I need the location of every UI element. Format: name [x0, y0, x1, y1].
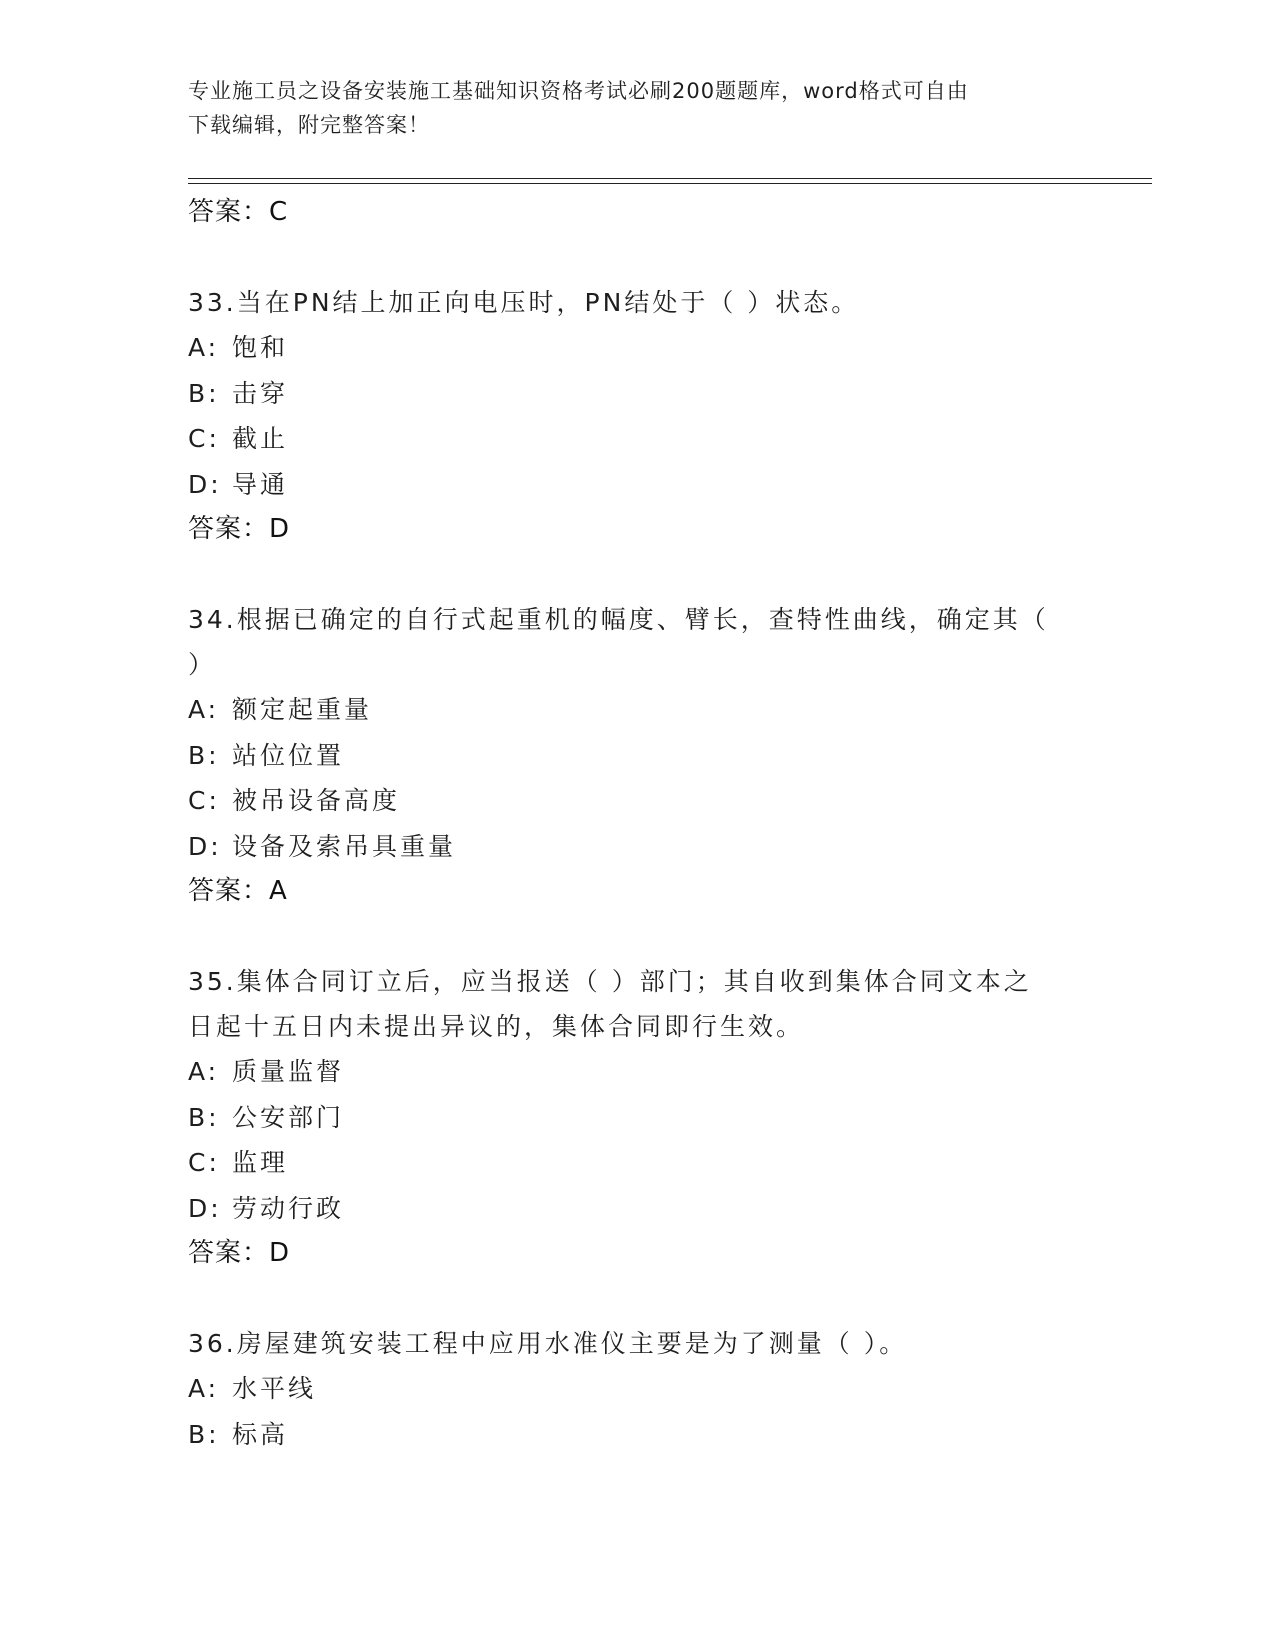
option-text: 公安部门	[232, 1102, 345, 1132]
header-divider-top	[188, 178, 1152, 179]
option-item	[188, 1095, 1088, 1141]
question-block	[188, 280, 1088, 552]
option-item	[188, 1412, 1088, 1458]
option-key: C:	[188, 1148, 220, 1177]
option-item	[188, 824, 1088, 870]
option-key: B:	[188, 1419, 220, 1449]
option-text: 站位位置	[232, 740, 345, 770]
question-text	[188, 959, 1088, 1049]
question-block	[188, 1321, 1088, 1457]
option-text: 劳动行政	[232, 1193, 345, 1223]
option-key: A:	[188, 1057, 220, 1086]
question-block	[188, 597, 1088, 914]
option-item	[188, 462, 1088, 508]
option-key: B:	[188, 378, 220, 408]
option-text: 设备及索吊具重量	[232, 831, 457, 861]
answer-line: 答案：D	[188, 514, 291, 544]
question-text-line: 34.根据已确定的自行式起重机的幅度、臂长，查特性曲线，确定其（	[188, 605, 1049, 634]
option-text: 标高	[232, 1419, 289, 1449]
option-key: C:	[188, 786, 220, 815]
option-key: D:	[188, 831, 222, 861]
option-item	[188, 416, 1088, 462]
question-text	[188, 597, 1088, 687]
option-text: 被吊设备高度	[232, 786, 401, 815]
option-text: 击穿	[232, 378, 289, 408]
question-text-line: ）	[188, 650, 217, 679]
option-key: D:	[188, 1193, 222, 1223]
option-item	[188, 325, 1088, 371]
option-item	[188, 1140, 1088, 1186]
header-line-2: 下载编辑，附完整答案！	[188, 113, 430, 137]
option-key: D:	[188, 469, 222, 499]
option-item	[188, 371, 1088, 417]
question-list	[188, 190, 1088, 1457]
option-item	[188, 687, 1088, 733]
option-item	[188, 1186, 1088, 1232]
answer-line: 答案：C	[188, 197, 289, 227]
option-item	[188, 1366, 1088, 1412]
option-text: 截止	[232, 424, 289, 453]
answer-line: 答案：D	[188, 1238, 291, 1268]
option-item	[188, 778, 1088, 824]
header-line-1: 专业施工员之设备安装施工基础知识资格考试必刷200题题库，word格式可自由	[188, 79, 969, 103]
option-item	[188, 1049, 1088, 1095]
option-text: 水平线	[232, 1374, 317, 1403]
question-text	[188, 1321, 1088, 1366]
answer-line: 答案：A	[188, 876, 288, 906]
header-divider-bottom	[188, 183, 1152, 184]
question-text-line: 36.房屋建筑安装工程中应用水准仪主要是为了测量（ ）。	[188, 1329, 908, 1358]
option-item	[188, 733, 1088, 779]
option-key: B:	[188, 740, 220, 770]
question-text-line: 35.集体合同订立后，应当报送（ ）部门；其自收到集体合同文本之	[188, 967, 1032, 996]
option-key: A:	[188, 695, 220, 724]
option-key: A:	[188, 1374, 220, 1403]
option-key: A:	[188, 333, 220, 362]
option-text: 导通	[232, 469, 289, 499]
question-text	[188, 280, 1088, 325]
document-header	[188, 74, 1088, 142]
option-text: 额定起重量	[232, 695, 373, 724]
question-block	[188, 959, 1088, 1276]
option-text: 监理	[232, 1148, 289, 1177]
question-text-line: 33.当在PN结上加正向电压时，PN结处于（ ）状态。	[188, 288, 860, 317]
question-text-line: 日起十五日内未提出异议的，集体合同即行生效。	[188, 1012, 805, 1041]
option-key: C:	[188, 424, 220, 453]
option-key: B:	[188, 1102, 220, 1132]
option-text: 质量监督	[232, 1057, 345, 1086]
option-text: 饱和	[232, 333, 289, 362]
